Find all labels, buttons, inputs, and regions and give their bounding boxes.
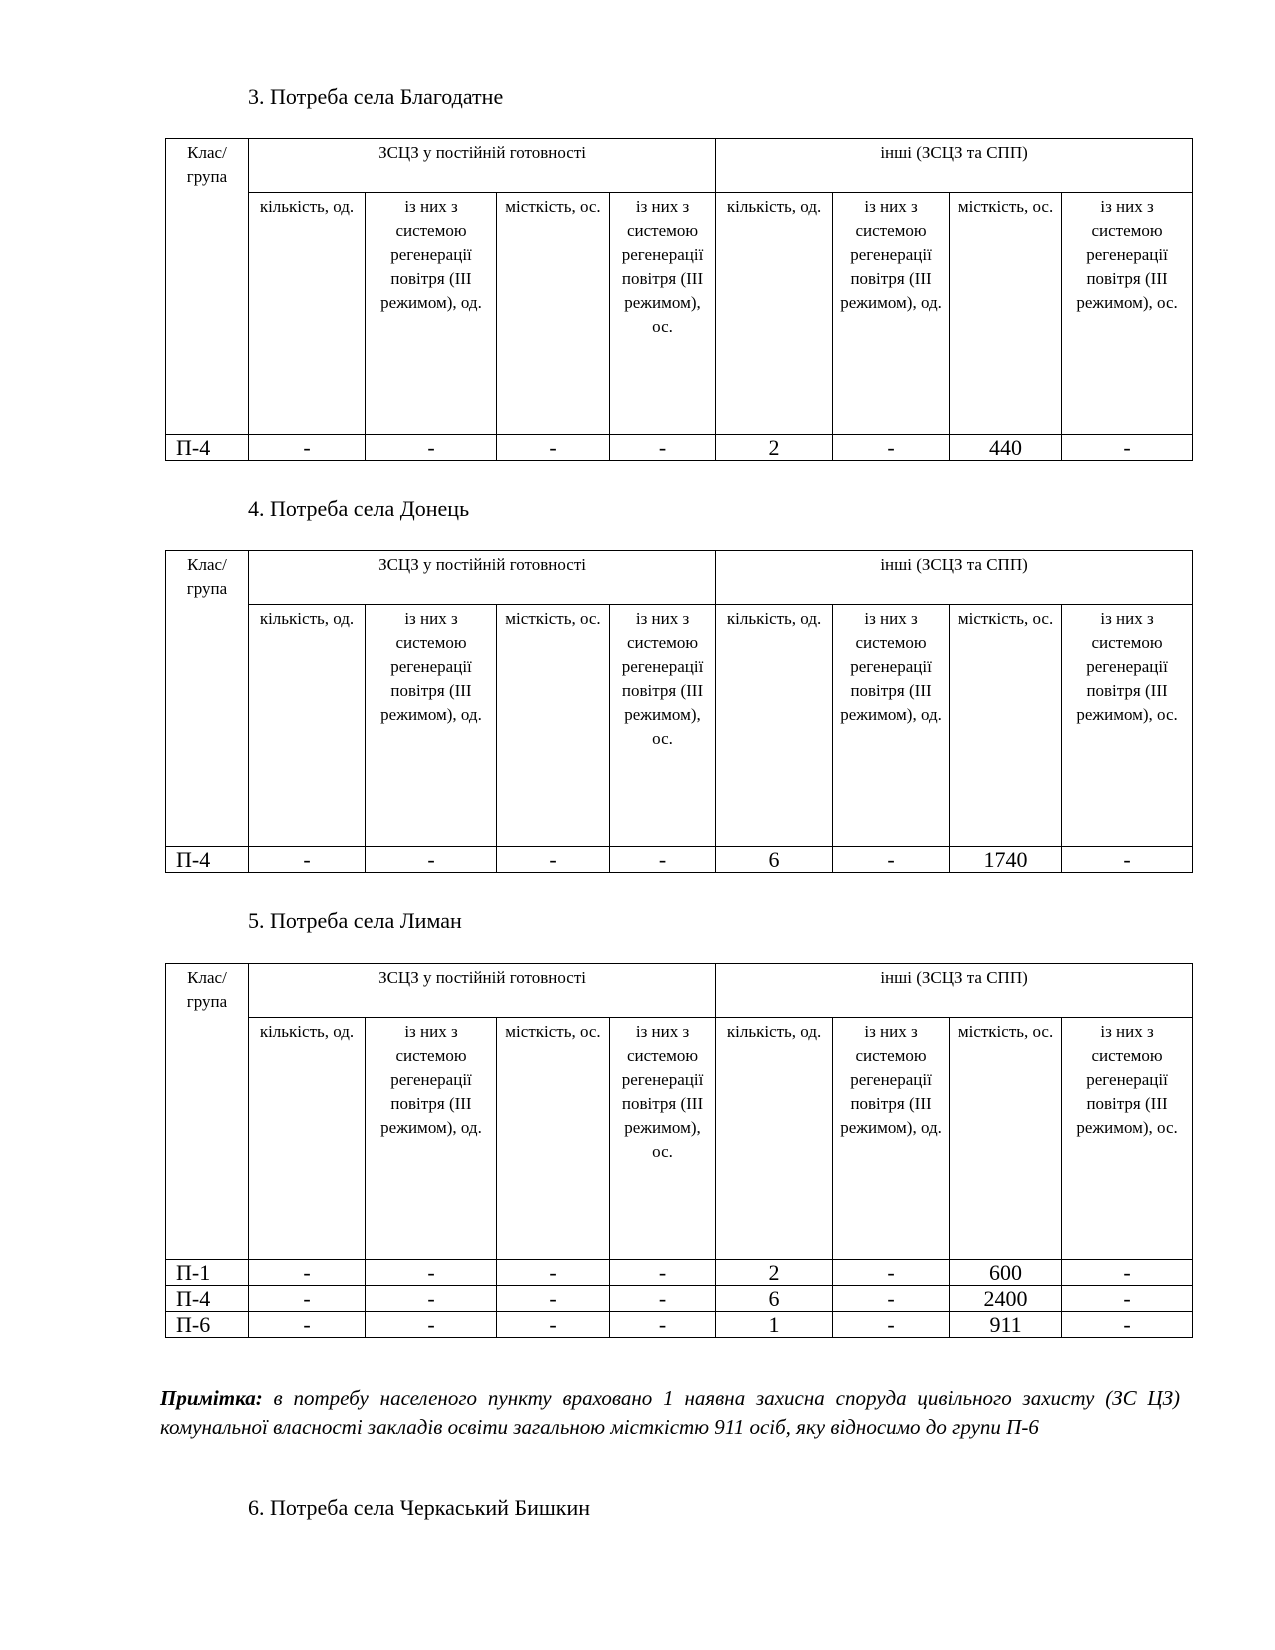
cell: - [497, 1260, 610, 1286]
header-regen-count: із них з системою регенерації повітря (ІІІ режимом), од. [833, 1018, 950, 1260]
header-count: кількість, од. [249, 605, 366, 847]
row-class: П-4 [166, 1286, 249, 1312]
header-count: кількість, од. [716, 605, 833, 847]
cell: - [610, 1260, 716, 1286]
cell: - [833, 1312, 950, 1338]
cell: 911 [950, 1312, 1062, 1338]
header-regen-capacity: із них з системою регенерації повітря (ІІІ режимом), ос. [1062, 605, 1193, 847]
cell: - [249, 1286, 366, 1312]
need-table-4 [165, 550, 1193, 873]
cell: - [366, 1260, 497, 1286]
cell: - [249, 1260, 366, 1286]
cell: 6 [716, 847, 833, 873]
cell: - [833, 1260, 950, 1286]
cell: - [833, 1286, 950, 1312]
row-class: П-6 [166, 1312, 249, 1338]
need-table-5 [165, 963, 1193, 1338]
header-regen-capacity: із них з системою регенерації повітря (ІІІ режимом), ос. [1062, 193, 1193, 435]
cell: 1740 [950, 847, 1062, 873]
cell: - [610, 847, 716, 873]
section-heading-6: 6. Потреба села Черкаський Бишкин [248, 1495, 591, 1520]
note-label: Примітка: [160, 1386, 263, 1410]
header-regen-capacity: із них з системою регенерації повітря (ІІІ режимом), ос. [1062, 1018, 1193, 1260]
cell: - [366, 847, 497, 873]
header-regen-count: із них з системою регенерації повітря (ІІІ режимом), од. [833, 193, 950, 435]
row-class: П-4 [166, 847, 249, 873]
header-group-other: інші (ЗСЦЗ та СПП) [716, 139, 1193, 193]
cell: 440 [950, 435, 1062, 461]
section-heading-4: 4. Потреба села Донець [248, 496, 470, 521]
cell: 6 [716, 1286, 833, 1312]
header-capacity: місткість, ос. [497, 1018, 610, 1260]
cell: - [249, 847, 366, 873]
cell: - [833, 435, 950, 461]
header-regen-capacity: із них з системою регенерації повітря (ІІІ режимом), ос. [610, 605, 716, 847]
cell: - [497, 1312, 610, 1338]
note-paragraph [160, 1384, 1180, 1442]
header-group-permanent: ЗСЦЗ у постійній готовності [249, 139, 716, 193]
cell: - [833, 847, 950, 873]
header-class-group: Клас/група [166, 964, 249, 1260]
row-class: П-4 [166, 435, 249, 461]
table-row [166, 435, 1193, 461]
table-row [166, 847, 1193, 873]
cell: - [366, 435, 497, 461]
cell: - [610, 1286, 716, 1312]
cell: - [1062, 1312, 1193, 1338]
cell: 600 [950, 1260, 1062, 1286]
header-capacity: місткість, ос. [497, 605, 610, 847]
cell: - [610, 1312, 716, 1338]
section-heading-5: 5. Потреба села Лиман [248, 908, 462, 933]
header-regen-count: із них з системою регенерації повітря (ІІІ режимом), од. [833, 605, 950, 847]
header-group-permanent: ЗСЦЗ у постійній готовності [249, 551, 716, 605]
header-regen-capacity: із них з системою регенерації повітря (ІІІ режимом), ос. [610, 1018, 716, 1260]
header-count: кількість, од. [716, 193, 833, 435]
header-count: кількість, од. [716, 1018, 833, 1260]
section-heading-3: 3. Потреба села Благодатне [248, 84, 504, 109]
cell: - [1062, 847, 1193, 873]
header-count: кількість, од. [249, 193, 366, 435]
cell: - [610, 435, 716, 461]
cell: - [497, 847, 610, 873]
header-count: кількість, од. [249, 1018, 366, 1260]
cell: - [497, 1286, 610, 1312]
cell: - [249, 1312, 366, 1338]
cell: 2 [716, 435, 833, 461]
cell: 1 [716, 1312, 833, 1338]
header-regen-count: із них з системою регенерації повітря (ІІІ режимом), од. [366, 1018, 497, 1260]
cell: - [1062, 1260, 1193, 1286]
cell: - [1062, 435, 1193, 461]
table-row [166, 1312, 1193, 1338]
table-row [166, 1286, 1193, 1312]
row-class: П-1 [166, 1260, 249, 1286]
header-capacity: місткість, ос. [950, 605, 1062, 847]
need-table-3 [165, 138, 1193, 461]
cell: - [366, 1312, 497, 1338]
table-row [166, 1260, 1193, 1286]
cell: - [366, 1286, 497, 1312]
header-regen-capacity: із них з системою регенерації повітря (ІІІ режимом), ос. [610, 193, 716, 435]
note-text: в потребу населеного пункту враховано 1 наявна захисна споруда цивільного захисту (ЗС ЦЗ) комунальної власності закладів освіти загальною місткістю 911 осіб, яку відносимо до групи П-6 [160, 1386, 1180, 1439]
header-group-other: інші (ЗСЦЗ та СПП) [716, 551, 1193, 605]
header-group-permanent: ЗСЦЗ у постійній готовності [249, 964, 716, 1018]
cell: - [249, 435, 366, 461]
header-regen-count: із них з системою регенерації повітря (ІІІ режимом), од. [366, 193, 497, 435]
header-capacity: місткість, ос. [950, 193, 1062, 435]
header-regen-count: із них з системою регенерації повітря (ІІІ режимом), од. [366, 605, 497, 847]
header-class-group: Клас/група [166, 551, 249, 847]
header-class-group: Клас/група [166, 139, 249, 435]
cell: - [1062, 1286, 1193, 1312]
header-capacity: місткість, ос. [950, 1018, 1062, 1260]
cell: - [497, 435, 610, 461]
header-capacity: місткість, ос. [497, 193, 610, 435]
header-group-other: інші (ЗСЦЗ та СПП) [716, 964, 1193, 1018]
cell: 2400 [950, 1286, 1062, 1312]
cell: 2 [716, 1260, 833, 1286]
